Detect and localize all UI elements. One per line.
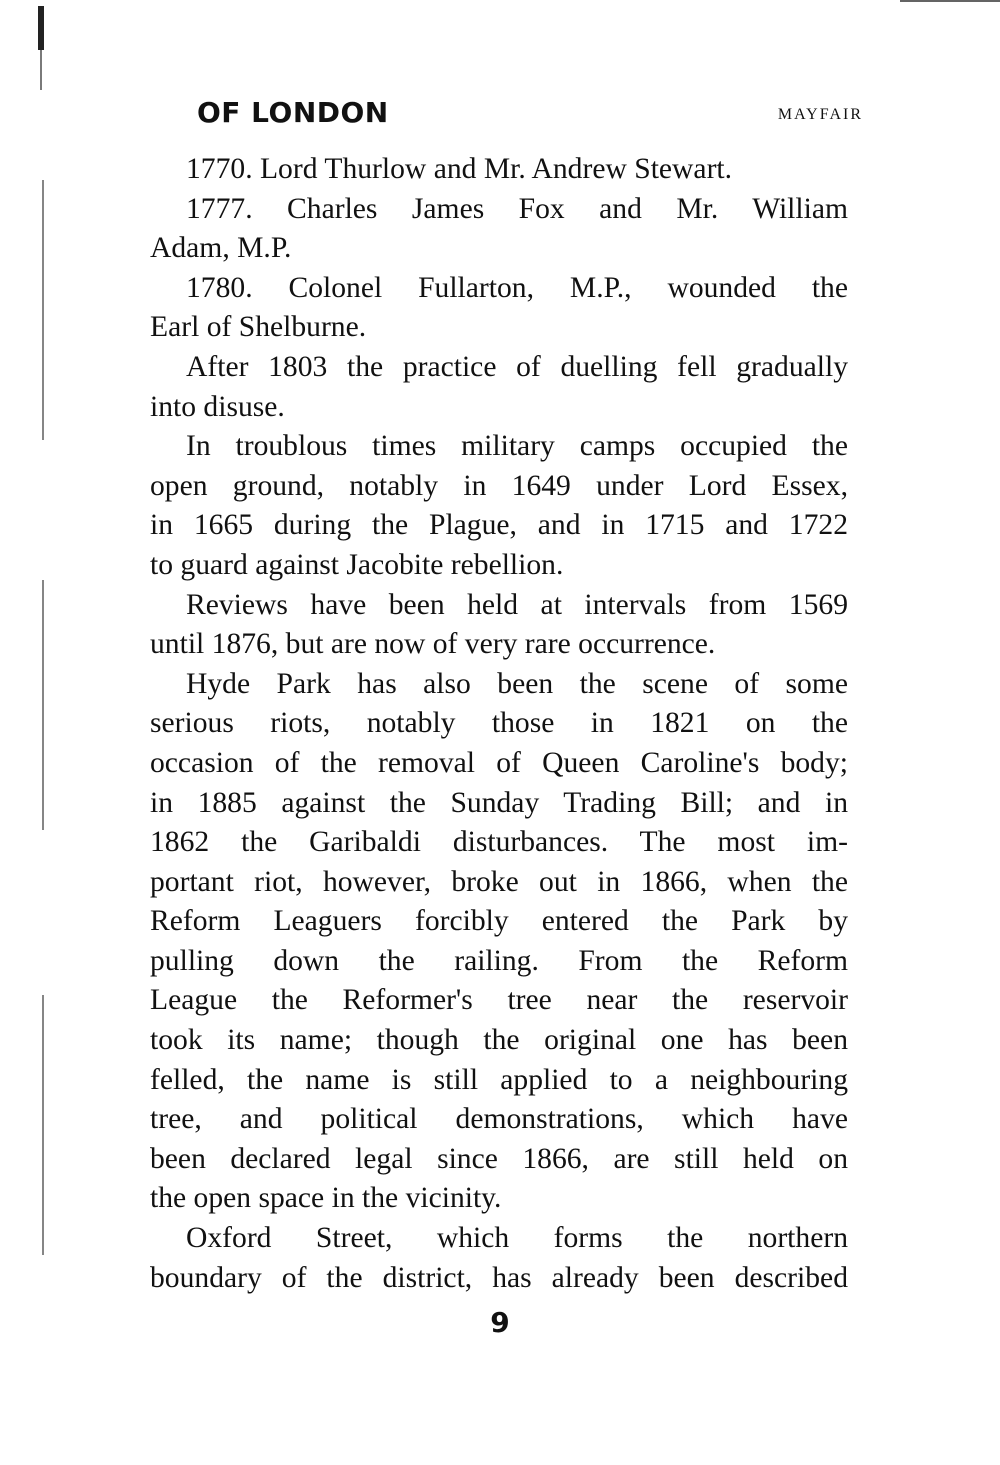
text-line: pulling down the railing. From the Reform (150, 944, 848, 977)
text-line: occasion of the removal of Queen Caroline's body; (150, 746, 848, 779)
scan-mark-gutter-3 (42, 995, 44, 1255)
text-line: Oxford Street, which forms the northern (186, 1222, 848, 1255)
text-line: felled, the name is still applied to a neighbouring (150, 1063, 848, 1096)
paragraph (150, 190, 848, 269)
text-line: in 1885 against the Sunday Trading Bill; and in (150, 786, 848, 819)
paragraph (150, 150, 848, 190)
scan-mark-gutter-2 (42, 580, 44, 830)
text-line: open ground, notably in 1649 under Lord Essex, (150, 469, 848, 502)
text-line: Earl of Shelburne. (150, 311, 367, 344)
paragraph (150, 1219, 848, 1298)
text-line: to guard against Jacobite rebellion. (150, 548, 564, 581)
text-line: serious riots, notably those in 1821 on the (150, 707, 848, 740)
text-line: into disuse. (150, 390, 285, 423)
text-line: Adam, M.P. (150, 232, 292, 265)
text-line: took its name; though the original one has been (150, 1024, 848, 1057)
text-line: the open space in the vicinity. (150, 1182, 502, 1215)
paragraph (150, 586, 848, 665)
text-line: boundary of the district, has already been described (150, 1261, 848, 1294)
body-text (150, 150, 848, 1298)
scan-mark-top (38, 6, 44, 50)
text-line: portant riot, however, broke out in 1866, when the (150, 865, 848, 898)
scan-mark-top-right (900, 0, 1000, 2)
text-line: been declared legal since 1866, are still held on (150, 1142, 848, 1175)
running-head-right: MAYFAIR (777, 106, 863, 123)
text-line: Reviews have been held at intervals from 1569 (186, 588, 848, 621)
running-head (197, 96, 863, 132)
scan-mark-gutter-1 (42, 180, 44, 440)
running-head-left: OF LONDON (197, 96, 389, 129)
text-line: 1780. Colonel Fullarton, M.P., wounded the (186, 271, 848, 304)
text-line: tree, and political demonstrations, which have (150, 1103, 848, 1136)
paragraph (150, 348, 848, 427)
text-line: 1777. Charles James Fox and Mr. William (186, 192, 848, 225)
text-line: In troublous times military camps occupied the (186, 430, 848, 463)
paragraph (150, 269, 848, 348)
paragraph (150, 427, 848, 585)
text-line: in 1665 during the Plague, and in 1715 and 1722 (150, 509, 848, 542)
page-number: 9 (490, 1306, 510, 1339)
text-line: 1770. Lord Thurlow and Mr. Andrew Stewart. (186, 153, 733, 185)
text-line: Reform Leaguers forcibly entered the Park by (150, 905, 848, 938)
text-line: until 1876, but are now of very rare occurrence. (150, 628, 716, 661)
text-line: League the Reformer's tree near the reservoir (150, 984, 848, 1017)
paragraph (150, 665, 848, 1219)
text-line: Hyde Park has also been the scene of some (186, 667, 848, 700)
text-line: 1862 the Garibaldi disturbances. The most im- (150, 826, 848, 859)
text-line: After 1803 the practice of duelling fell gradually (186, 350, 848, 383)
scan-mark-top-tail (40, 50, 42, 90)
